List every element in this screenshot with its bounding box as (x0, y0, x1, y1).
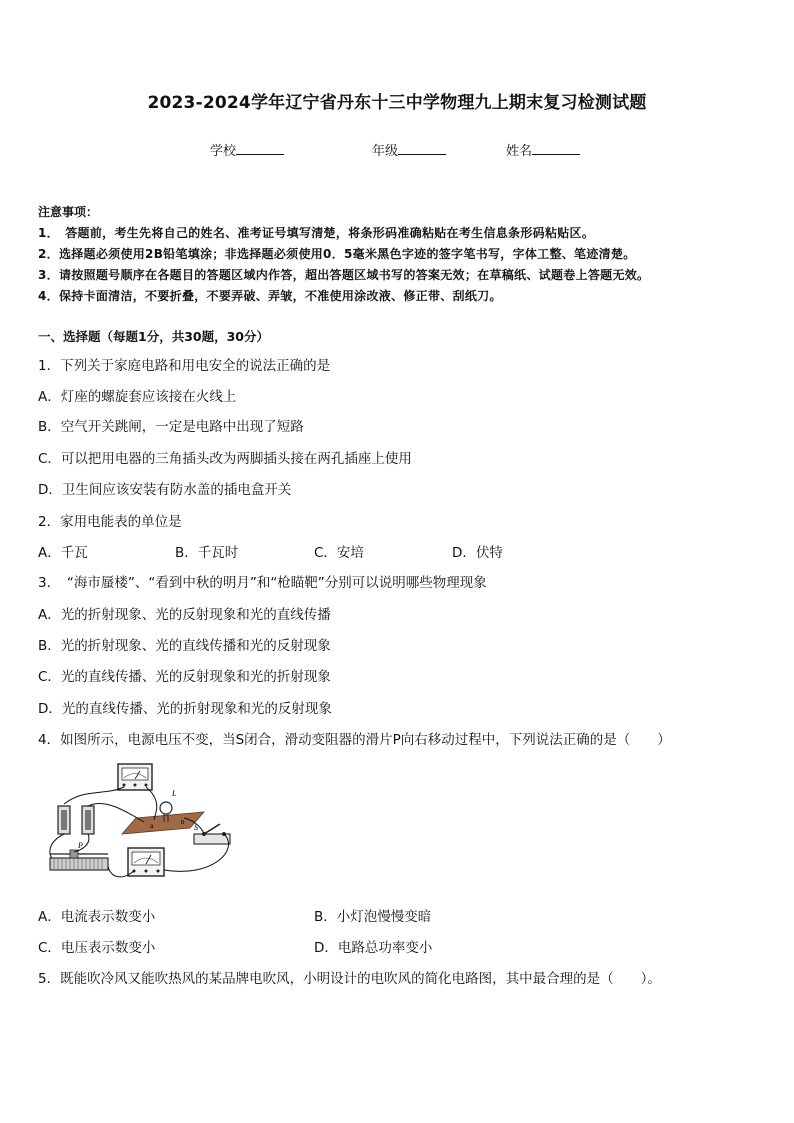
option-item: A．灯座的螺旋套应该接在火线上 (38, 389, 237, 405)
label-P: P (78, 841, 83, 850)
option-item: A．光的折射现象、光的反射现象和光的直线传播 (38, 607, 331, 623)
option-item: C．可以把用电器的三角插头改为两脚插头接在两孔插座上使用 (38, 451, 412, 467)
grade-label: 年级 (372, 144, 399, 159)
label-a: a (150, 824, 154, 830)
school-label: 学校 (210, 144, 237, 159)
rheostat (50, 841, 108, 870)
name-label: 姓名 (506, 144, 533, 159)
option-item: B．光的折射现象、光的直线传播和光的反射现象 (38, 638, 331, 654)
question-stem: 2．家用电能表的单位是 (38, 514, 182, 530)
school-field (210, 140, 284, 159)
option-item: C．安培 (314, 545, 364, 561)
meter-top (118, 764, 152, 790)
question-stem: 3． “海市蜃楼”、“看到中秋的明月”和“枪瞄靶”分别可以说明哪些物理现象 (38, 575, 487, 591)
notes-heading: 注意事项： (38, 205, 99, 219)
option-item: C．光的直线传播、光的反射现象和光的折射现象 (38, 669, 331, 685)
label-S: S (194, 823, 198, 832)
school-blank (236, 142, 284, 155)
option-item: D．卫生间应该安装有防水盖的插电盒开关 (38, 482, 292, 498)
name-blank (532, 142, 580, 155)
question-stem: 4．如图所示，电源电压不变，当S闭合，滑动变阻器的滑片P向右移动过程中，下列说法正确的是（ ） (38, 732, 671, 748)
option-item: B．小灯泡慢慢变暗 (314, 909, 432, 925)
option-item: A．电流表示数变小 (38, 909, 156, 925)
note-item: 1． 答题前，考生先将自己的姓名、准考证号填写清楚，将条形码准确粘贴在考生信息条形码粘贴区。 (38, 226, 595, 240)
page-title: 2023-2024学年辽宁省丹东十三中学物理九上期末复习检测试题 (147, 93, 647, 113)
option-item: B．千瓦时 (175, 545, 239, 561)
grade-field (372, 140, 446, 159)
option-item: D．伏特 (452, 545, 503, 561)
note-item: 2．选择题必须使用2B铅笔填涂；非选择题必须使用0．5毫米黑色字迹的签字笔书写，字体工整、笔迹清楚。 (38, 247, 636, 261)
option-item: B．空气开关跳闸，一定是电路中出现了短路 (38, 419, 304, 435)
option-item: A．千瓦 (38, 545, 88, 561)
name-field (506, 140, 580, 159)
section-heading: 一、选择题（每题1分，共30题，30分） (38, 329, 269, 344)
option-item: C．电压表示数变小 (38, 940, 156, 956)
lamp (122, 789, 204, 834)
battery (58, 806, 94, 834)
circuit-figure (44, 758, 248, 890)
note-item: 3．请按照题号顺序在各题目的答题区域内作答，超出答题区域书写的答案无效；在草稿纸、试题卷上答题无效。 (38, 268, 650, 282)
option-item: D．光的直线传播、光的折射现象和光的反射现象 (38, 701, 332, 717)
label-b: b (181, 820, 185, 826)
option-item: D．电路总功率变小 (314, 940, 433, 956)
question-stem: 1．下列关于家庭电路和用电安全的说法正确的是 (38, 358, 331, 374)
question-stem: 5．既能吹冷风又能吹热风的某品牌电吹风，小明设计的电吹风的简化电路图，其中最合理的是（ ）。 (38, 971, 661, 987)
note-item: 4．保持卡面清洁，不要折叠，不要弄破、弄皱，不准使用涂改液、修正带、刮纸刀。 (38, 289, 502, 303)
grade-blank (398, 142, 446, 155)
label-L: L (172, 789, 177, 798)
